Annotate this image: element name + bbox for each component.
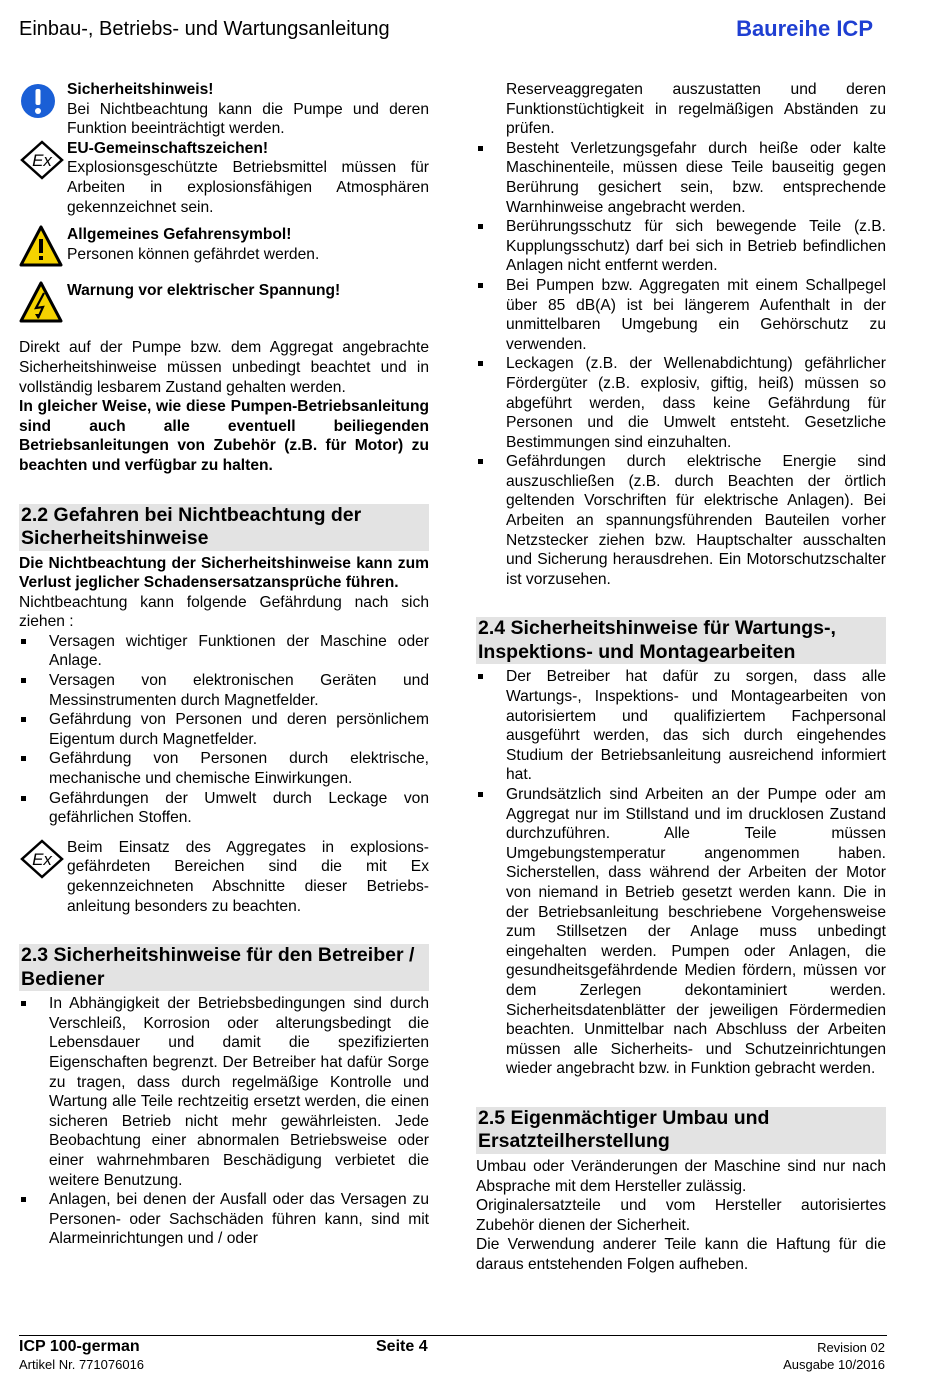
notice-safety-title: Sicherheitshinweis! xyxy=(67,81,214,98)
list-item: Leckagen (z.B. der Wellenabdichtung) gefährlicher Fördergüter (z.B. explosiv, giftig, heiß) müssen so abgeführt werden, dass keine Gefährdung für Personen und die Umwelt entsteht. Gesetzliche Bestimmungen sind einzuhalten. xyxy=(476,354,886,452)
notice-electric-title: Warnung vor elektrischer Spannung! xyxy=(67,281,341,299)
footer-article-number: Artikel Nr. 771076016 xyxy=(19,1357,145,1372)
notice-eu xyxy=(19,139,429,217)
section-2-4-title: 2.4 Sicherheitshinweise für Wartungs-, Inspektions- und Montagearbeiten xyxy=(476,617,886,664)
list-item: Gefährdungen durch elektrische Energie sind auszuschließen (z.B. durch Beachten der örtlich geltenden Vorschriften für elektrische Anlagen). Bei Arbeiten an spannungsführenden Bauteilen vorher Netzstecker ziehen bzw. Hauptschalter ausschalten und Sicherung herausdrehen. Ein Motorschutzschalter ist vorzusehen. xyxy=(476,452,886,589)
section-2-5-para-2: Originalersatzteile und vom Hersteller autorisiertes Zubehör dienen der Sicherheit. xyxy=(476,1197,886,1234)
notice-eu-title: EU-Gemeinschaftszeichen! xyxy=(67,139,269,157)
footer-page-number: Seite 4 xyxy=(376,1338,428,1355)
notice-general-text: Personen können gefährdet werden. xyxy=(67,245,320,263)
section-2-5-para-3: Die Verwendung anderer Teile kann die Haftung für die daraus entstehenden Folgen aufheben. xyxy=(476,1236,886,1273)
notice-safety xyxy=(19,80,429,139)
list-item: Grundsätzlich sind Arbeiten an der Pumpe oder am Aggregat nur im Stillstand und im drucklosen Zustand durchzuführen. Alle Teile müssen Umgebungstemperatur angenommen haben. Sicherstellen, dass während der Arbeiten der Motor von niemand in Betrieb gesetzt werden kann. Die in der Betriebsanleitung beschriebene Vorgehensweise zum Stillsetzen der Anlage muss unbedingt eingehalten werden. Pumpen oder Anlagen, die gesundheitsgefährdende Medien fördern, müssen vor dem Zerlegen dekontaminiert werden. Sicherheitsdatenblätter der jeweiligen Fördermedien beachten. Unmittelbar nach Abschluss der Arbeiten müssen alle Sicherheits- und Schutzeinrichtungen wieder angebracht bzw. in Funktion gebracht werden. xyxy=(476,785,886,1079)
footer-model: ICP 100-german xyxy=(19,1338,140,1355)
list-item: In Abhängigkeit der Betriebsbedingungen sind durch Verschleiß, Korrosion oder alterungsbedingt die Lebensdauer und damit die spezifizierten Eigenschaften begrenzt. Der Betreiber hat dafür Sorge zu tragen, dass durch regelmäßige Kontrolle und Wartung alle Teile rechtzeitig ersetzt werden, die einen sicheren Betrieb nicht mehr gewährleisten. Jede Beobachtung einer abnormalen Betriebsweise oder einer wahrnehmbaren Beschädigung verbietet die weitere Benutzung. xyxy=(19,994,429,1190)
intro-bold-paragraph: In gleicher Weise, wie diese Pumpen-Betriebsanleitung sind auch alle eventuell beiliegenden Betriebsanleitungen von Zubehör (z.B. für Motor) zu beachten und verfügbar zu halten. xyxy=(19,398,429,474)
list-item: Besteht Verletzungsgefahr durch heiße oder kalte Maschinenteile, müssen diese Teile bauseitig gegen Berührung gesichert sein, bzw. entsprechende Warnhinweise angebracht werden. xyxy=(476,139,886,217)
section-2-2-text: Nichtbeachtung kann folgende Gefährdung nach sich ziehen : xyxy=(19,593,429,631)
header-series: Baureihe ICP xyxy=(736,16,873,41)
intro-paragraph: Direkt auf der Pumpe bzw. dem Aggregat angebrachte Sicherheitshinweise müssen unbedingt beachtet und in vollständig lesbarem Zustand gehalten werden. xyxy=(19,339,429,396)
notice-general xyxy=(19,225,429,273)
section-2-2-title: 2.2 Gefahren bei Nichtbeachtung der Sicherheitshinweise xyxy=(19,504,429,551)
notice-eu-text: Explosionsgeschützte Betriebsmittel müssen für Arbeiten in explosionsfähigen Atmosphären gekennzeichnet sein. xyxy=(67,159,429,216)
section-2-2-list xyxy=(19,632,429,828)
footer-issue: Ausgabe 10/2016 xyxy=(783,1357,885,1372)
svg-text:Ex: Ex xyxy=(32,849,52,869)
notice-general-title: Allgemeines Gefahrensymbol! xyxy=(67,226,292,244)
footer-revision: Revision 02 xyxy=(817,1340,885,1355)
notice-safety-text: Bei Nichtbeachtung kann die Pumpe und deren Funktion beeinträchtigt werden. xyxy=(67,100,429,138)
list-item: Gefährdung von Personen und deren persönlichem Eigentum durch Magnetfelder. xyxy=(19,710,429,749)
section-2-3-title: 2.3 Sicherheitshinweise für den Betreiber / Bediener xyxy=(19,944,429,991)
section-2-4-list xyxy=(476,667,886,1078)
list-item: Berührungsschutz für sich bewegende Teile (z.B. Kupplungsschutz) darf bei sich in Betrieb befindlichen Anlagen nicht entfernt werden. xyxy=(476,217,886,276)
list-item: Gefährdung von Personen durch elektrische, mechanische und chemische Einwirkungen. xyxy=(19,749,429,788)
ex-explosion-icon xyxy=(19,139,65,181)
footer-divider xyxy=(19,1335,887,1336)
list-item: Versagen wichtiger Funktionen der Maschine oder Anlage. xyxy=(19,632,429,671)
left-column xyxy=(19,80,429,1249)
list-item: Anlagen, bei denen der Ausfall oder das Versagen zu Personen- oder Sachschäden führen kann, sind mit Alarmeinrichtungen und / oder xyxy=(19,1190,429,1249)
list-item: Bei Pumpen bzw. Aggregaten mit einem Schallpegel über 85 dB(A) ist bei längerem Aufenthalt in der unmittelbaren Umgebung ein Gehörschutz zu verwenden. xyxy=(476,276,886,354)
continued-text: Reserveaggregaten auszustatten und deren Funktionstüchtigkeit in regelmäßigen Abständen zu prüfen. xyxy=(506,81,886,138)
list-item: Gefährdungen der Umwelt durch Leckage von gefährlichen Stoffen. xyxy=(19,789,429,828)
section-2-3-list xyxy=(19,994,429,1249)
warning-triangle-icon xyxy=(19,225,63,267)
operator-list xyxy=(476,139,886,590)
list-item: Der Betreiber hat dafür zu sorgen, dass alle Wartungs-, Inspektions- und Montagearbeiten von autorisiertem und qualifiziertem Fachpersonal ausgeführt werden, das sich durch eingehendes Studium der Betriebsanleitung ausreichend informiert hat. xyxy=(476,667,886,785)
info-exclamation-icon xyxy=(19,80,57,122)
section-2-5-title: 2.5 Eigenmächtiger Umbau und Ersatzteilherstellung xyxy=(476,1107,886,1154)
right-column xyxy=(476,80,886,1274)
section-2-2-bold: Die Nichtbeachtung der Sicherheitshinweise kann zum Verlust jeglicher Schadensersatzansprüche führen. xyxy=(19,554,429,592)
ex-note xyxy=(19,838,429,916)
ex-note-text: Beim Einsatz des Aggregates in explosions-gefährdeten Bereichen sind die mit Ex gekennzeichneten Abschnitte dieser Betriebs-anleitung besonders zu beachten. xyxy=(67,838,429,915)
electric-hazard-icon xyxy=(19,281,63,323)
ex-explosion-icon xyxy=(19,838,65,880)
notice-electric xyxy=(19,281,429,329)
header-title: Einbau-, Betriebs- und Wartungsanleitung xyxy=(19,18,390,40)
svg-text:Ex: Ex xyxy=(32,150,52,170)
section-2-5-para-1: Umbau oder Veränderungen der Maschine sind nur nach Absprache mit dem Hersteller zulässig. xyxy=(476,1157,886,1195)
list-item: Versagen von elektronischen Geräten und Messinstrumenten durch Magnetfelder. xyxy=(19,671,429,710)
